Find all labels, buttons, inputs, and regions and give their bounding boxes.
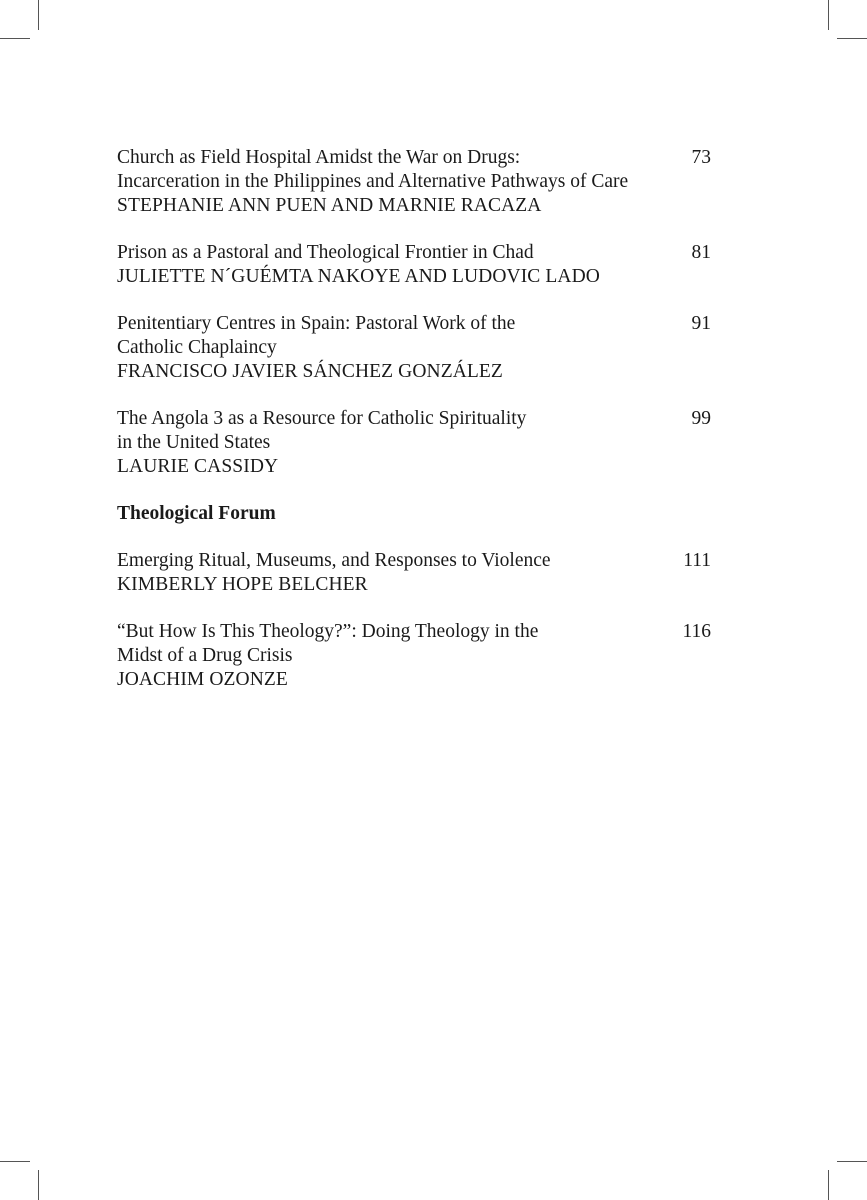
- entry-page-number: 111: [683, 550, 711, 571]
- entry-title-line: Church as Field Hospital Amidst the War on Drugs:: [117, 147, 521, 168]
- entry-title-line: in the United States: [117, 432, 271, 453]
- crop-mark-bottom-right-vertical: [828, 1170, 829, 1200]
- toc-entry: [117, 549, 711, 597]
- toc-entry: [117, 407, 711, 479]
- entry-page-number: 81: [691, 242, 711, 263]
- crop-mark-bottom-left-horizontal: [0, 1161, 30, 1162]
- toc-entry: [117, 146, 711, 218]
- crop-mark-top-left-vertical: [38, 0, 39, 30]
- entry-page-number: 99: [691, 408, 711, 429]
- crop-mark-top-right-vertical: [828, 0, 829, 30]
- entry-title-line: “But How Is This Theology?”: Doing Theology in the: [117, 621, 539, 642]
- entry-author: KIMBERLY HOPE BELCHER: [117, 574, 368, 595]
- entry-title-line: Prison as a Pastoral and Theological Frontier in Chad: [117, 242, 534, 263]
- entry-page-number: 116: [682, 621, 711, 642]
- entry-author: FRANCISCO JAVIER SÁNCHEZ GONZÁLEZ: [117, 361, 503, 382]
- entry-title-line: The Angola 3 as a Resource for Catholic Spirituality: [117, 408, 527, 429]
- entry-title-line: Incarceration in the Philippines and Alternative Pathways of Care: [117, 171, 629, 192]
- entry-page-number: 91: [691, 313, 711, 334]
- section-heading: Theological Forum: [117, 503, 276, 524]
- entry-title-line: Penitentiary Centres in Spain: Pastoral Work of the: [117, 313, 516, 334]
- crop-mark-top-right-horizontal: [837, 38, 867, 39]
- toc-entry: [117, 312, 711, 384]
- crop-mark-top-left-horizontal: [0, 38, 30, 39]
- entry-title-line: Midst of a Drug Crisis: [117, 645, 293, 666]
- crop-mark-bottom-left-vertical: [38, 1170, 39, 1200]
- entry-author: STEPHANIE ANN PUEN AND MARNIE RACAZA: [117, 195, 542, 216]
- entry-title-line: Catholic Chaplaincy: [117, 337, 277, 358]
- entry-author: LAURIE CASSIDY: [117, 456, 279, 477]
- entry-author: JULIETTE N´GUÉMTA NAKOYE AND LUDOVIC LADO: [117, 266, 600, 287]
- toc-entry: [117, 241, 711, 289]
- toc-entry: [117, 620, 711, 692]
- entry-author: JOACHIM OZONZE: [117, 669, 288, 690]
- crop-mark-bottom-right-horizontal: [837, 1161, 867, 1162]
- table-of-contents: [117, 146, 711, 692]
- entry-title-line: Emerging Ritual, Museums, and Responses to Violence: [117, 550, 551, 571]
- entry-page-number: 73: [691, 147, 711, 168]
